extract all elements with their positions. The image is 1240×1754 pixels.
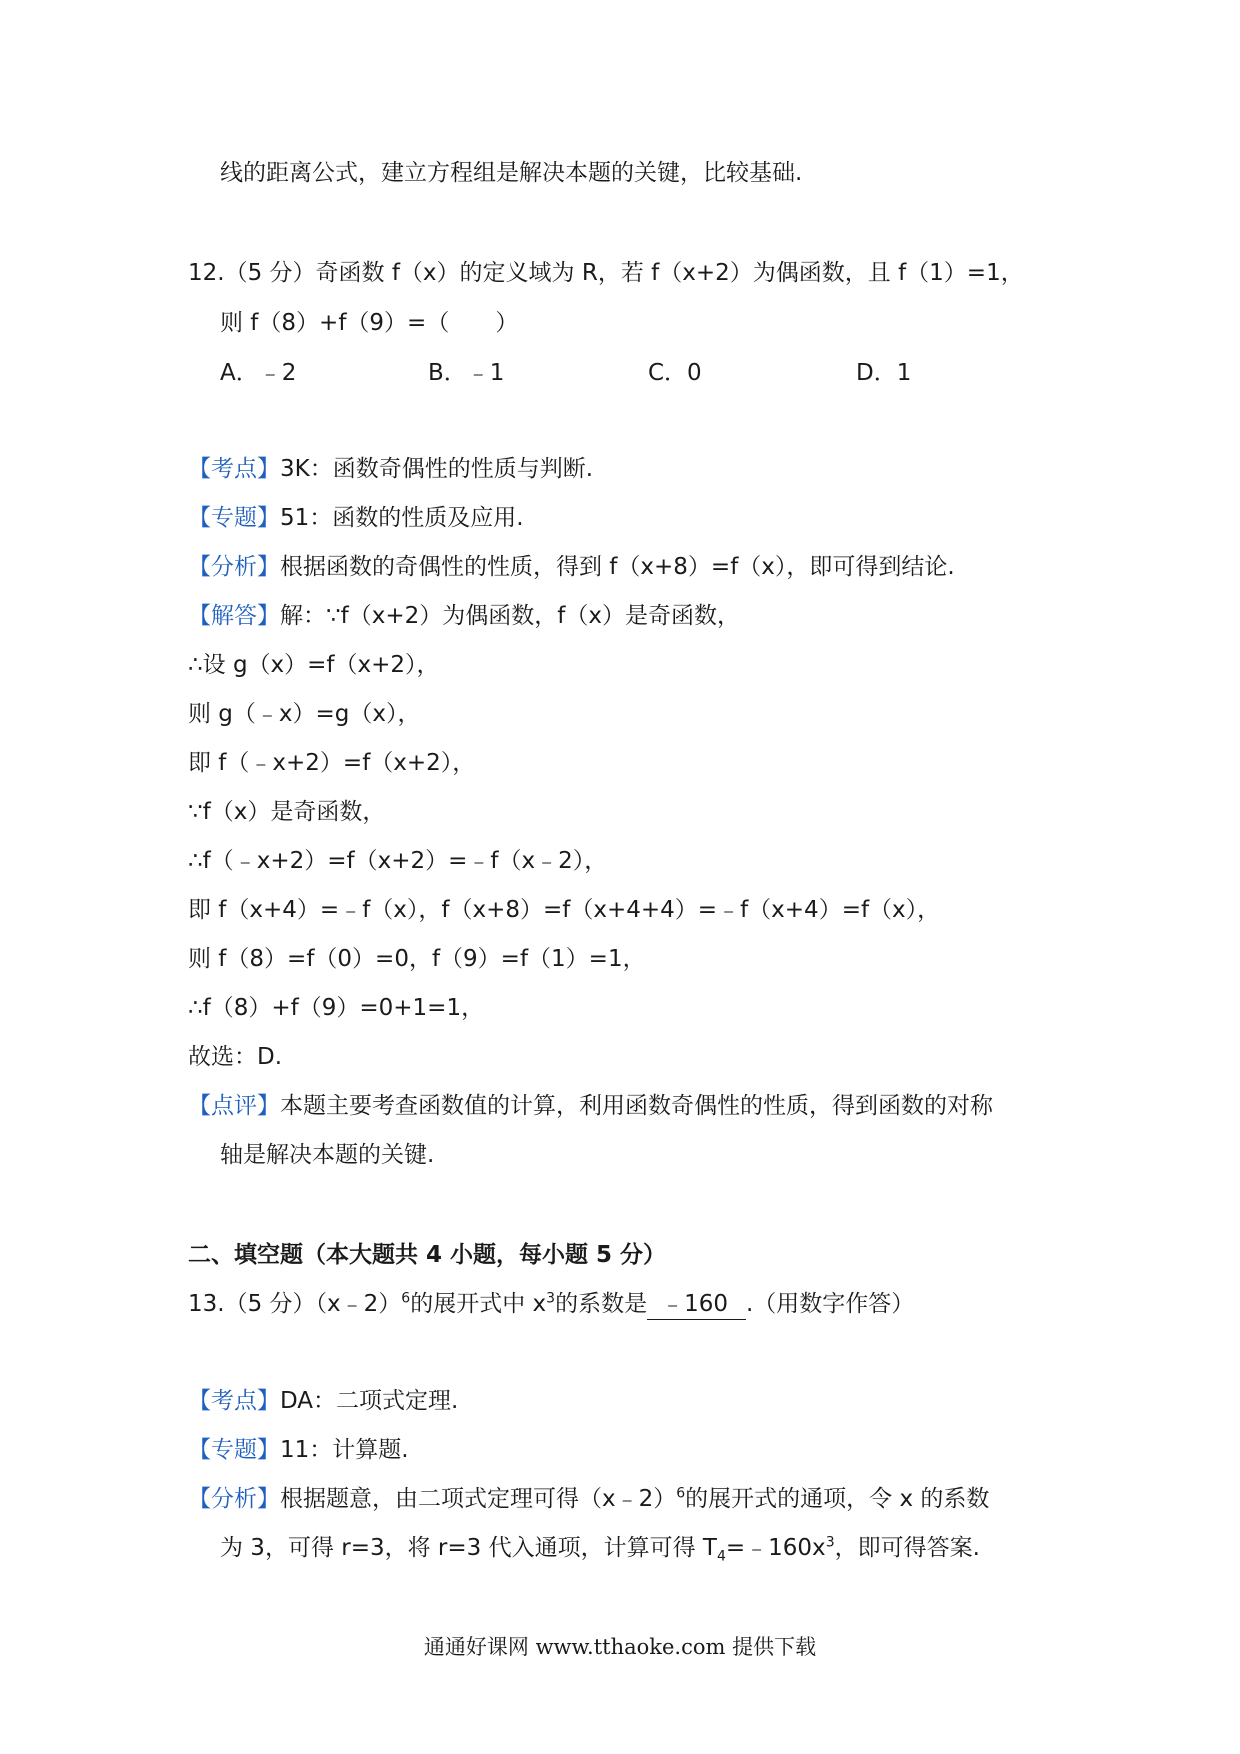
zhuanti-text: 11：计算题.: [280, 1437, 409, 1463]
kaodian-tag: 【考点】: [188, 1388, 280, 1414]
page-footer: 通通好课网 www.tthaoke.com 提供下载: [423, 1635, 817, 1659]
q12-option-d: D．1: [856, 360, 912, 386]
q12-dianping-line2: 轴是解决本题的关键.: [220, 1142, 435, 1168]
solution-step: ∴f（8）+f（9）=0+1=1，: [188, 995, 485, 1021]
q12-option-b: B．﹣1: [428, 360, 505, 386]
q12-option-a: A．﹣2: [220, 360, 297, 386]
zhuanti-tag: 【专题】: [188, 1437, 280, 1463]
q13-answer-blank: ﹣160: [647, 1289, 746, 1320]
solution-step: ∵f（x）是奇函数，: [188, 799, 386, 825]
q13-exp3: 3: [546, 1290, 556, 1307]
solution-step: 故选：D.: [188, 1044, 283, 1070]
q13-prefix: 13.（5 分）（x﹣2）: [188, 1291, 402, 1317]
q12-stem-line2: 则 f（8）+f（9）=（ ）: [220, 310, 519, 336]
fenxi-text-b: 的展开式的通项，令 x 的系数: [685, 1486, 990, 1512]
dianping-text: 本题主要考查函数值的计算，利用函数奇偶性的性质，得到函数的对称: [280, 1093, 993, 1119]
solution-step: ∴f（﹣x+2）=f（x+2）=﹣f（x﹣2），: [188, 848, 608, 874]
zhuanti-tag: 【专题】: [188, 505, 280, 531]
section-heading: 二、填空题（本大题共 4 小题，每小题 5 分）: [188, 1242, 667, 1268]
jieda-tag: 【解答】: [188, 603, 280, 629]
q13-exp6: 6: [401, 1290, 411, 1307]
kaodian-text: 3K：函数奇偶性的性质与判断.: [280, 456, 594, 482]
fenxi2-text-b: =﹣160x: [725, 1535, 826, 1561]
jieda-text: 解：∵f（x+2）为偶函数，f（x）是奇函数，: [280, 603, 740, 629]
q13-fenxi: [188, 1484, 989, 1514]
solution-step: 则 g（﹣x）=g（x），: [188, 701, 421, 727]
fenxi2-text-c: ，即可得答案.: [834, 1535, 980, 1561]
q13-kaodian: [188, 1386, 458, 1416]
q12-kaodian: [188, 454, 593, 484]
q12-fenxi: [188, 552, 955, 582]
fenxi2-exp3: 3: [825, 1534, 835, 1551]
dianping-tag: 【点评】: [188, 1093, 280, 1119]
zhuanti-text: 51：函数的性质及应用.: [280, 505, 524, 531]
q13-zhuanti: [188, 1435, 409, 1465]
q12-zhuanti: [188, 503, 524, 533]
fenxi2-text-a: 为 3，可得 r=3，将 r=3 代入通项，计算可得 T: [220, 1535, 717, 1561]
fenxi-exp6: 6: [676, 1485, 686, 1502]
top-continuation-line: 线的距离公式，建立方程组是解决本题的关键，比较基础.: [220, 160, 803, 186]
q13-stem: [188, 1289, 914, 1320]
fenxi-text-a: 根据题意，由二项式定理可得（x﹣2）: [280, 1486, 677, 1512]
solution-step: 即 f（x+4）=﹣f（x），f（x+8）=f（x+4+4）=﹣f（x+4）=f（x），: [188, 897, 941, 923]
kaodian-text: DA：二项式定理.: [280, 1388, 459, 1414]
q13-mid: 的展开式中 x: [410, 1291, 547, 1317]
kaodian-tag: 【考点】: [188, 456, 280, 482]
fenxi-tag: 【分析】: [188, 554, 280, 580]
q13-suffix: .（用数字作答）: [745, 1291, 915, 1317]
q12-stem-line1: 12.（5 分）奇函数 f（x）的定义域为 R，若 f（x+2）为偶函数，且 f（1）=1，: [188, 260, 1024, 286]
fenxi2-sub4: 4: [716, 1548, 726, 1565]
solution-step: 即 f（﹣x+2）=f（x+2），: [188, 750, 476, 776]
fenxi-text: 根据函数的奇偶性的性质，得到 f（x+8）=f（x），即可得到结论.: [280, 554, 955, 580]
q12-jieda: [188, 601, 740, 631]
q12-dianping: [188, 1091, 993, 1121]
solution-step: 则 f（8）=f（0）=0，f（9）=f（1）=1，: [188, 946, 646, 972]
q13-fenxi-line2: [220, 1533, 980, 1563]
solution-step: ∴设 g（x）=f（x+2），: [188, 652, 440, 678]
q13-mid2: 的系数是: [555, 1291, 648, 1317]
fenxi-tag: 【分析】: [188, 1486, 280, 1512]
q12-option-c: C．0: [648, 360, 702, 386]
